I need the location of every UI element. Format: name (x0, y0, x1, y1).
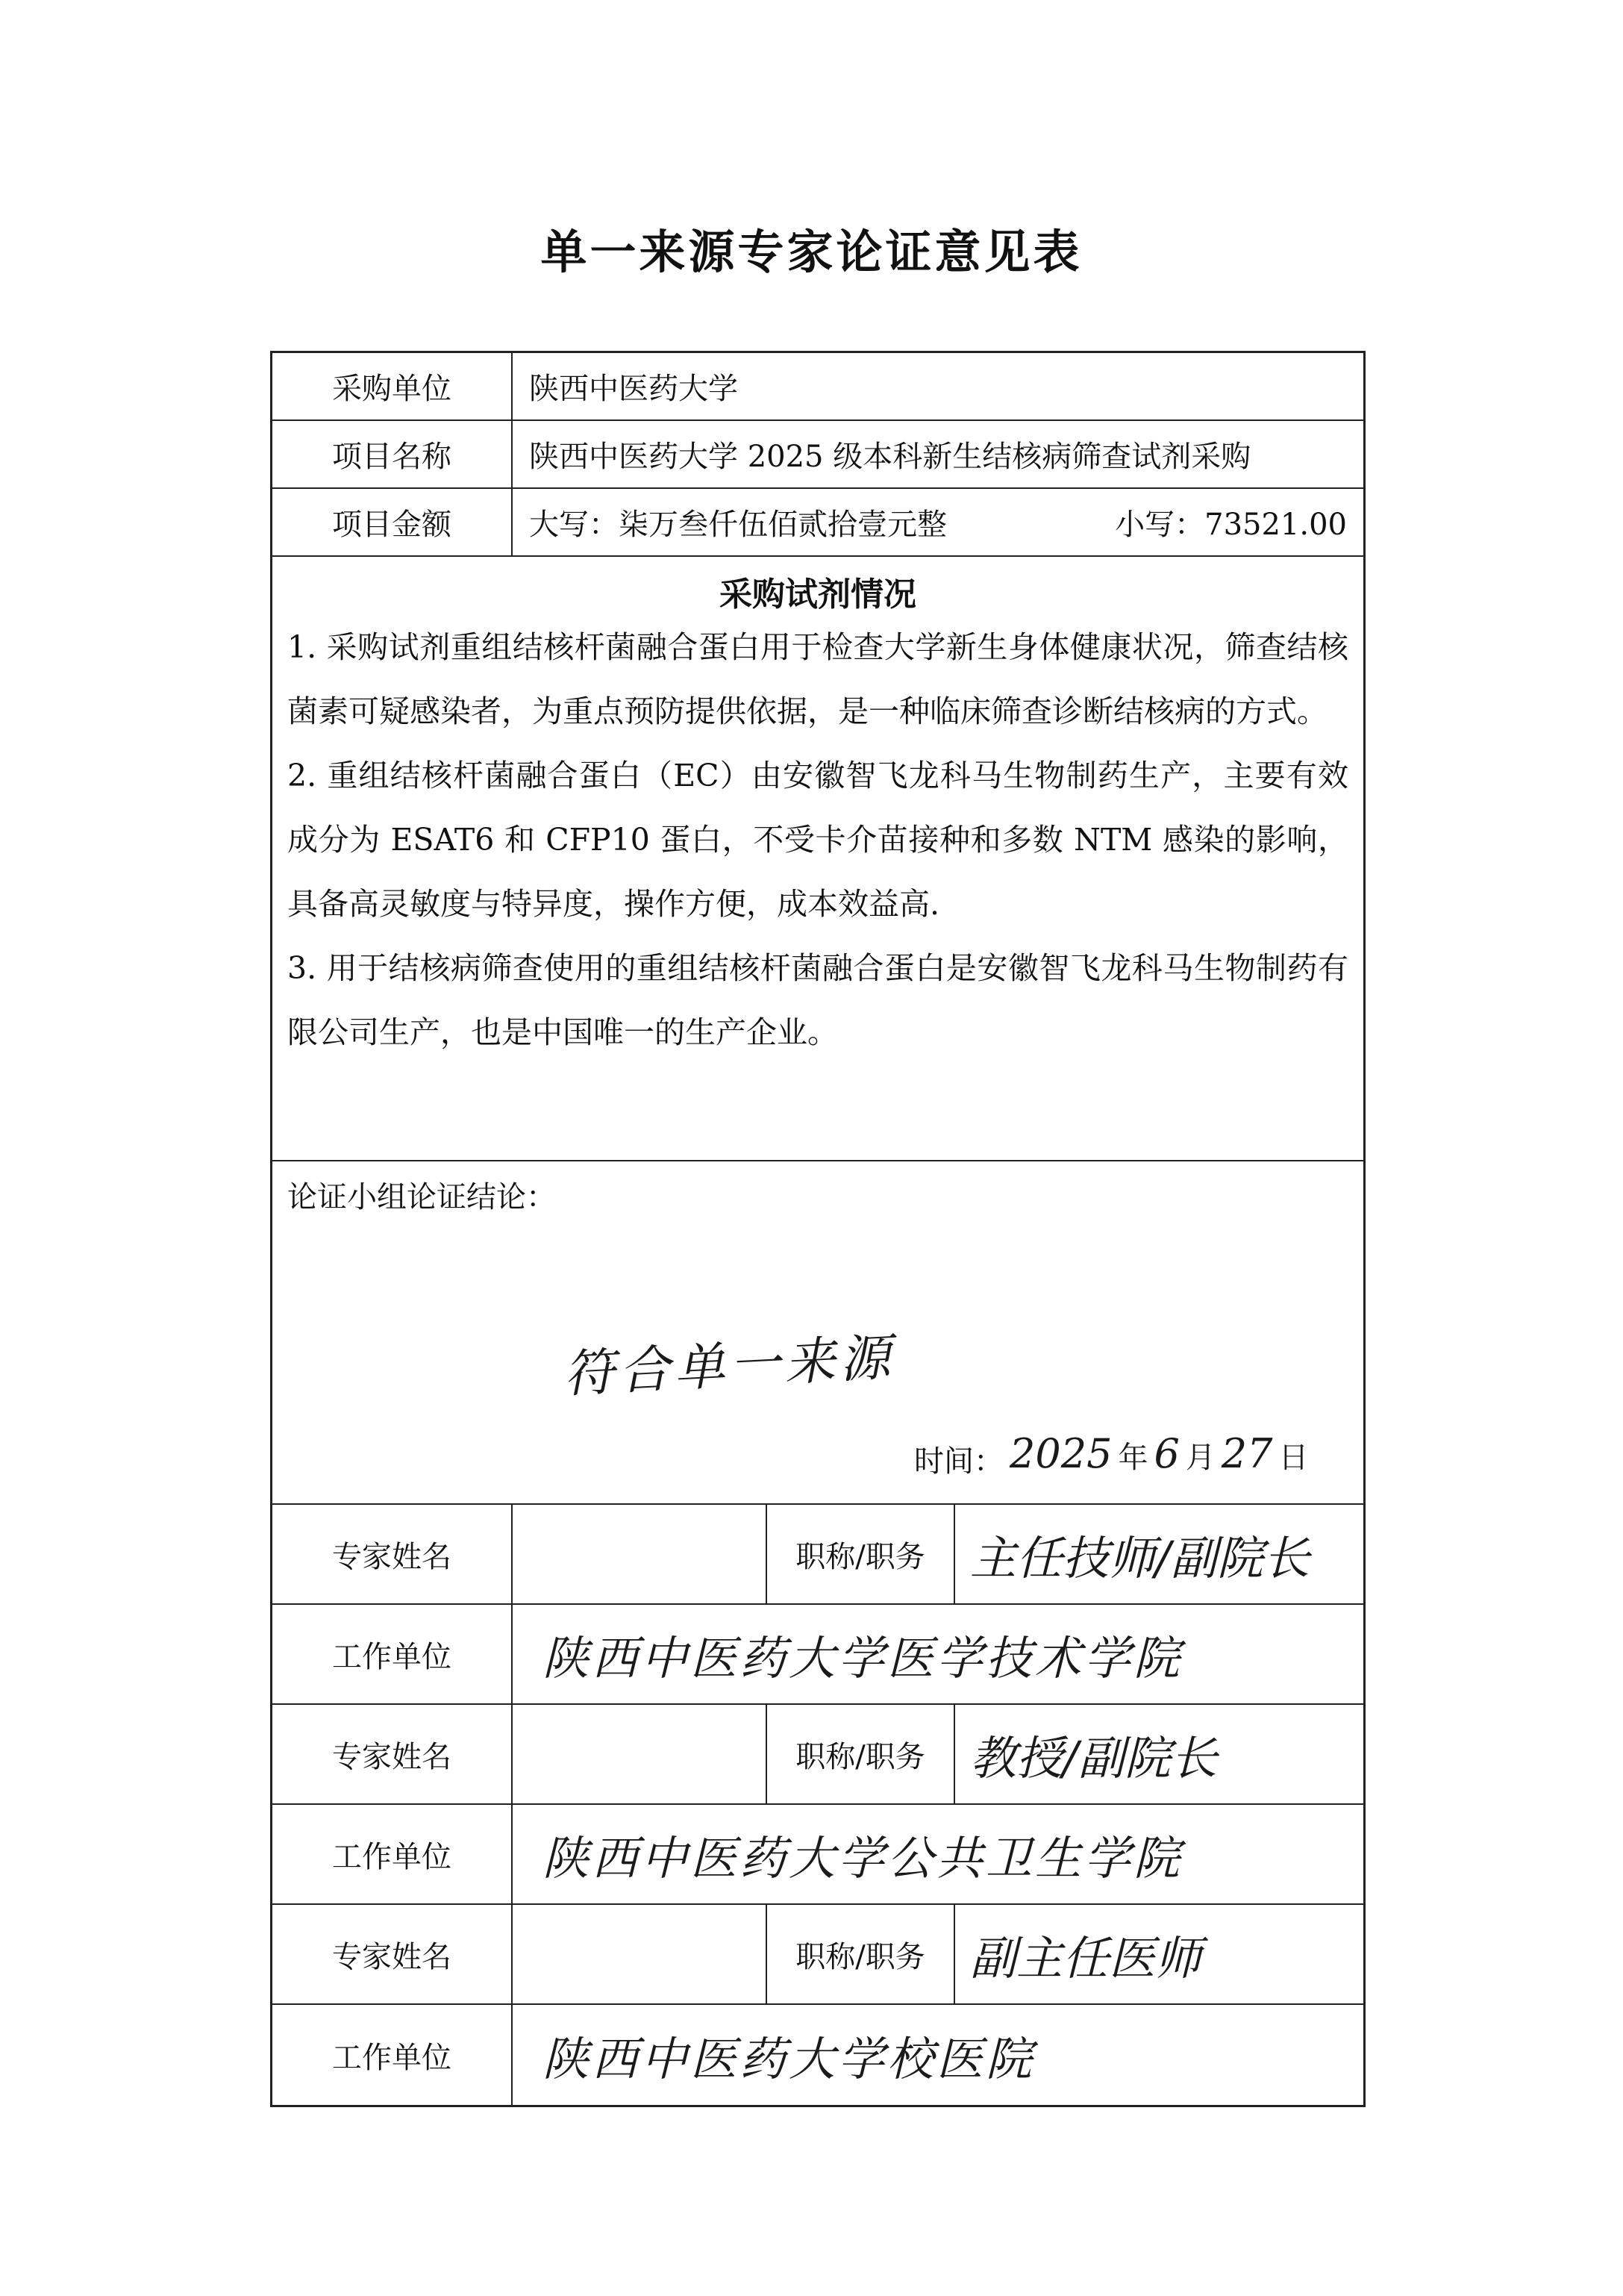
project-row (272, 421, 1363, 489)
conclusion-label: 论证小组论证结论： (287, 1180, 556, 1214)
amount-values (513, 489, 1363, 555)
amount-upper: 大写：柒万叁仟伍佰贰拾壹元整 (529, 508, 947, 542)
expert-title: 教授/副院长 (970, 1730, 1217, 1785)
project-value: 陕西中医药大学 2025 级本科新生结核病筛查试剂采购 (529, 440, 1251, 474)
expert-unit-row (272, 2005, 1363, 2105)
amount-row (272, 489, 1363, 557)
expert-title: 副主任医师 (970, 1930, 1202, 1985)
situation-section (272, 557, 1363, 1161)
expert-signature (513, 1705, 766, 1803)
conclusion-section (272, 1161, 1363, 1505)
amount-lower: 小写：73521.00 (1115, 508, 1347, 542)
expert-name-label: 专家姓名 (272, 1505, 513, 1603)
date-month-unit: 月 (1185, 1441, 1216, 1475)
amount-label: 项目金额 (272, 489, 513, 555)
situation-paragraph: 2. 重组结核杆菌融合蛋白（EC）由安徽智飞龙科马生物制药生产，主要有效成分为 ESAT6 和 CFP10 蛋白，不受卡介苗接种和多数 NTM 感染的影响，具备高灵敏度与特异度，操作方便，成本效益高. (287, 758, 1348, 922)
expert-title-label: 职称/职务 (766, 1705, 955, 1803)
form-title: 单一来源专家论证意见表 (540, 225, 1083, 279)
expert-unit: 陕西中医药大学公共卫生学院 (542, 1830, 1183, 1885)
situation-heading: 采购试剂情况 (719, 575, 916, 614)
conclusion-handwriting: 符合单一来源 (562, 1328, 897, 1405)
purchaser-label: 采购单位 (272, 353, 513, 419)
date-day: 27 (1221, 1430, 1273, 1477)
expert-name-row (272, 1705, 1363, 1805)
expert-title-label: 职称/职务 (766, 1905, 955, 2003)
expert-name-row (272, 1505, 1363, 1605)
project-label: 项目名称 (272, 421, 513, 487)
expert-signature (513, 1505, 766, 1603)
date-year: 2025 (1010, 1430, 1113, 1477)
purchaser-value: 陕西中医药大学 (529, 372, 738, 406)
date-day-unit: 日 (1278, 1441, 1309, 1475)
date-year-unit: 年 (1118, 1441, 1148, 1475)
expert-unit: 陕西中医药大学医学技术学院 (542, 1630, 1183, 1685)
expert-name-row (272, 1905, 1363, 2005)
situation-paragraph: 3. 用于结核病筛查使用的重组结核杆菌融合蛋白是安徽智飞龙科马生物制药有限公司生产，也是中国唯一的生产企业。 (287, 950, 1348, 1050)
situation-paragraph: 1. 采购试剂重组结核杆菌融合蛋白用于检查大学新生身体健康状况，筛查结核菌素可疑感染者，为重点预防提供依据，是一种临床筛查诊断结核病的方式。 (287, 629, 1348, 729)
expert-unit: 陕西中医药大学校医院 (542, 2031, 1036, 2086)
expert-title: 主任技师/副院长 (970, 1530, 1310, 1585)
expert-unit-row (272, 1605, 1363, 1705)
date-month: 6 (1154, 1430, 1180, 1477)
expert-title-label: 职称/职务 (766, 1505, 955, 1603)
expert-unit-label: 工作单位 (272, 1605, 513, 1703)
expert-unit-label: 工作单位 (272, 1805, 513, 1903)
handwritten-date (1004, 1430, 1309, 1477)
expert-name-label: 专家姓名 (272, 1905, 513, 2003)
expert-unit-row (272, 1805, 1363, 1905)
expert-name-label: 专家姓名 (272, 1705, 513, 1803)
opinion-form-table (270, 351, 1366, 2107)
expert-signature (513, 1905, 766, 2003)
expert-unit-label: 工作单位 (272, 2005, 513, 2105)
purchaser-row (272, 353, 1363, 421)
time-label: 时间： (914, 1444, 1004, 1479)
